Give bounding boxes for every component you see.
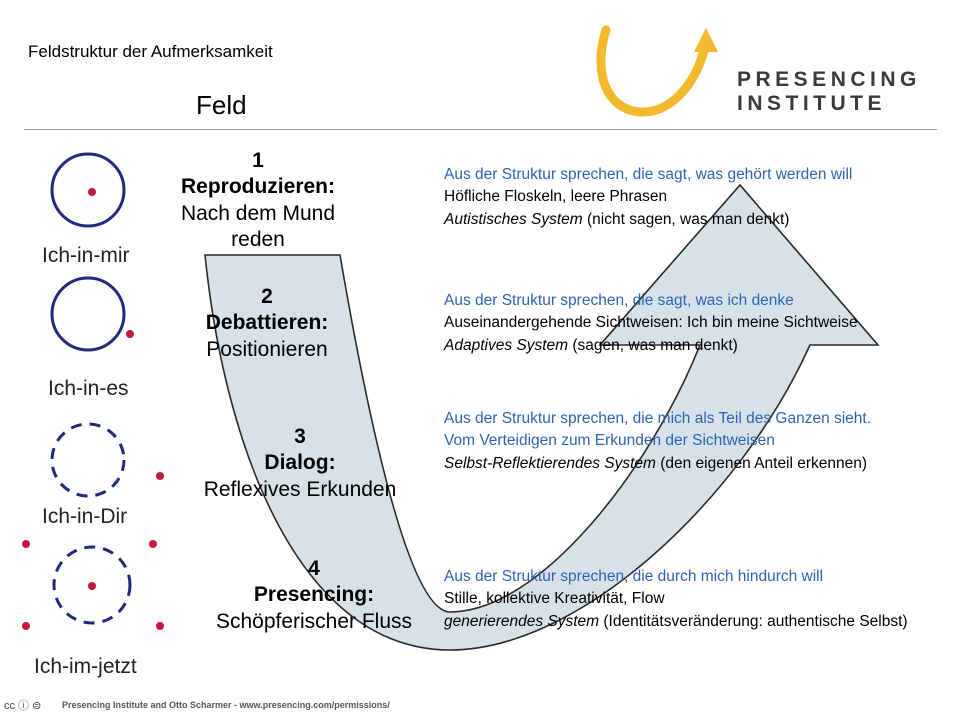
system-name: generierendes System: [444, 612, 600, 630]
description-system: [444, 453, 934, 475]
description-system: [444, 209, 934, 231]
brand-line-1: PRESENCING: [737, 68, 921, 91]
description-2: [444, 290, 934, 357]
level-label-ich-in-dir: Ich-in-Dir: [42, 505, 128, 528]
description-system: [444, 335, 934, 357]
description-behaviour: Auseinandergehende Sichtweisen: Ich bin meine Sichtweise: [444, 314, 858, 332]
stage-title: Debattieren:: [205, 311, 329, 335]
stage-number: 2: [261, 285, 273, 308]
system-name: Selbst-Reflektierendes System: [444, 454, 656, 472]
stage-subtitle: Reflexives Erkunden: [203, 477, 397, 501]
level-label-ich-in-mir: Ich-in-mir: [42, 244, 130, 267]
description-behaviour: Stille, kollektive Kreativität, Flow: [444, 590, 665, 608]
stage-title: Reproduzieren:: [180, 175, 335, 199]
ich-im-jetzt-icon: [22, 540, 164, 630]
stage-subtitle: Nach dem Mund: [180, 201, 336, 225]
description-behaviour: Vom Verteidigen zum Erkunden der Sichtweisen: [444, 432, 775, 450]
stage-1: [148, 148, 368, 253]
stage-title: Dialog:: [264, 451, 336, 475]
level-label-ich-in-es: Ich-in-es: [48, 377, 129, 400]
page-title: Feld: [196, 90, 247, 120]
stage-2: [157, 284, 377, 363]
footer-credit: Presencing Institute and Otto Scharmer - www.presencing.com/permissions/: [62, 700, 390, 710]
presencing-logo-icon: [601, 28, 718, 112]
description-behaviour: Höfliche Floskeln, leere Phrasen: [444, 188, 668, 206]
license-icons: cc ⓘ ⊜: [4, 700, 42, 712]
system-name: Autistisches System: [444, 210, 583, 228]
system-name: Adaptives System: [444, 336, 569, 354]
description-4: [444, 566, 934, 633]
stage-number: 4: [308, 557, 320, 580]
description-system: [444, 611, 934, 633]
ich-in-dir-icon: [52, 424, 164, 496]
description-structure: Aus der Struktur sprechen, die sagt, was gehört werden will: [444, 166, 853, 183]
system-note: (sagen, was man denkt): [568, 336, 738, 354]
system-note: (nicht sagen, was man denkt): [582, 210, 790, 228]
system-note: (Identitätsveränderung: authentische Selbst): [599, 612, 908, 630]
stage-4: [182, 556, 446, 635]
stage-number: 3: [294, 425, 306, 448]
stage-title: Presencing:: [253, 583, 375, 607]
description-structure: Aus der Struktur sprechen, die sagt, was ich denke: [444, 292, 794, 309]
level-label-ich-im-jetzt: Ich-im-jetzt: [34, 655, 137, 678]
description-structure: Aus der Struktur sprechen, die durch mich hindurch will: [444, 568, 824, 585]
stage-subtitle-2: reden: [231, 227, 285, 251]
stage-subtitle: Schöpferischer Fluss: [215, 609, 413, 633]
ich-in-mir-icon: [52, 154, 124, 226]
stage-number: 1: [252, 149, 264, 172]
ich-in-es-icon: [52, 278, 134, 350]
system-note: (den eigenen Anteil erkennen): [655, 454, 868, 472]
brand-line-2: INSTITUTE: [737, 92, 886, 115]
description-3: [444, 408, 934, 475]
header-divider: [24, 129, 937, 130]
description-structure: Aus der Struktur sprechen, die mich als Teil des Ganzen sieht.: [444, 410, 872, 427]
page-subtitle: Feldstruktur der Aufmerksamkeit: [28, 42, 273, 61]
description-1: [444, 164, 934, 231]
stage-3: [170, 424, 430, 503]
stage-subtitle: Positionieren: [206, 337, 328, 361]
